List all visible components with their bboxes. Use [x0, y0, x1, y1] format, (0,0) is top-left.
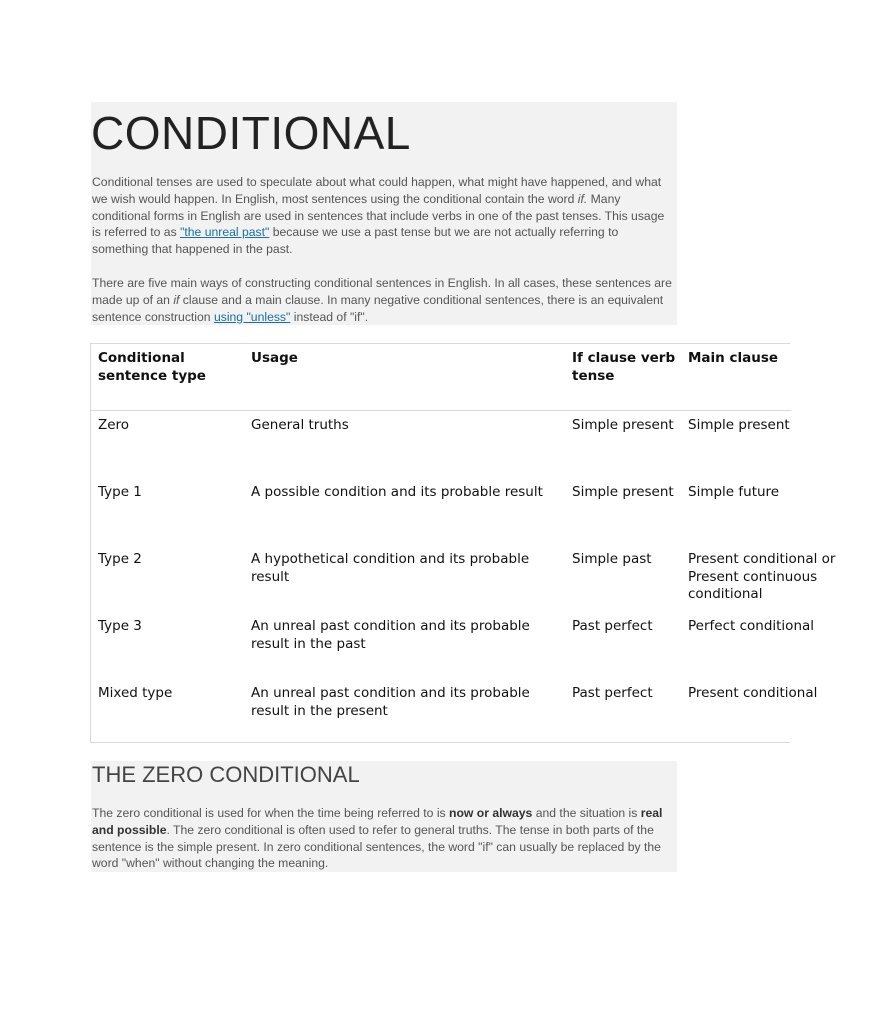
table-header-row [91, 344, 791, 411]
table-cell: Simple future [688, 484, 780, 500]
table-cell: An unreal past condition and its probable result in the past [251, 618, 530, 652]
table-cell: An unreal past condition and its probable result in the present [251, 685, 530, 719]
table-cell: General truths [251, 417, 349, 433]
zero-conditional-section [91, 761, 677, 872]
table-cell: A hypothetical condition and its probable result [251, 551, 530, 585]
table-cell: Perfect conditional [688, 618, 815, 634]
table-row [91, 545, 836, 611]
intro-text: Many conditional forms in English are used in sentences that include verbs in one of the past tenses. This usage is referred to as [92, 191, 665, 240]
intro-paragraph-2 [92, 275, 672, 325]
table-cell: Type 3 [98, 618, 142, 634]
intro-text: There are five main ways of constructing conditional sentences in English. In all cases, these sentences are made up of an [92, 276, 672, 307]
table-cell: Past perfect [572, 618, 653, 634]
table-cell: Simple present [572, 484, 674, 500]
intro-if-word: if [173, 292, 180, 307]
table-row [91, 612, 815, 678]
table-cell: Past perfect [572, 685, 653, 701]
header-cell-main-clause: Main clause [688, 350, 779, 366]
table-cell: Simple past [572, 551, 652, 567]
intro-text: because we use a past tense but we are not actually referring to something that happened in the past. [92, 225, 619, 257]
header-cell-if-tense: If clause verb tense [572, 350, 676, 384]
zero-conditional-paragraph [92, 805, 672, 872]
section-heading: THE ZERO CONDITIONAL [92, 762, 360, 787]
intro-text: clause and a main clause. In many negative conditional sentences, there is an equivalent sentence construction [92, 292, 664, 324]
table-row [91, 679, 818, 745]
intro-paragraph-1 [92, 174, 672, 258]
table-cell: Present conditional [688, 685, 818, 701]
zero-text: The zero conditional is used for when the time being referred to is [92, 806, 450, 820]
table-cell: A possible condition and its probable result [251, 484, 543, 500]
conditional-types-table [90, 343, 836, 743]
page-title: CONDITIONAL [91, 107, 411, 159]
zero-text: . The zero conditional is often used to refer to general truths. The tense in both parts of the sentence is the simple present. In zero conditional sentences, the word "if" can usually be replaced by the word "when" without changing the meaning. [92, 822, 661, 871]
table-cell: Simple present [572, 417, 674, 433]
intro-section [91, 102, 677, 325]
table-cell: Present conditional or Present continuous conditional [688, 551, 836, 602]
table-cell: Type 2 [98, 551, 142, 567]
zero-text: and the situation is [532, 806, 641, 820]
emphasis-real-and-possible: real and possible [92, 806, 663, 837]
table-cell: Type 1 [98, 484, 142, 500]
table-row [91, 478, 791, 544]
intro-text: Conditional tenses are used to speculate about what could happen, what might have happened, and what we wish would happen. In English, most sentences using the conditional contain the word [92, 175, 662, 206]
emphasis-now-or-always: now or always [449, 806, 533, 820]
table-cell: Zero [98, 417, 130, 433]
table-cell: Mixed type [98, 685, 173, 701]
table-row [91, 411, 791, 477]
intro-text: instead of "if". [290, 309, 369, 324]
header-cell-type: Conditional sentence type [98, 350, 206, 384]
unreal-past-link[interactable]: "the unreal past" [180, 225, 270, 240]
using-unless-link[interactable]: using "unless" [213, 309, 291, 324]
table-cell: Simple present [688, 417, 790, 433]
header-cell-usage: Usage [251, 350, 298, 366]
intro-if-word: if. [577, 191, 588, 206]
